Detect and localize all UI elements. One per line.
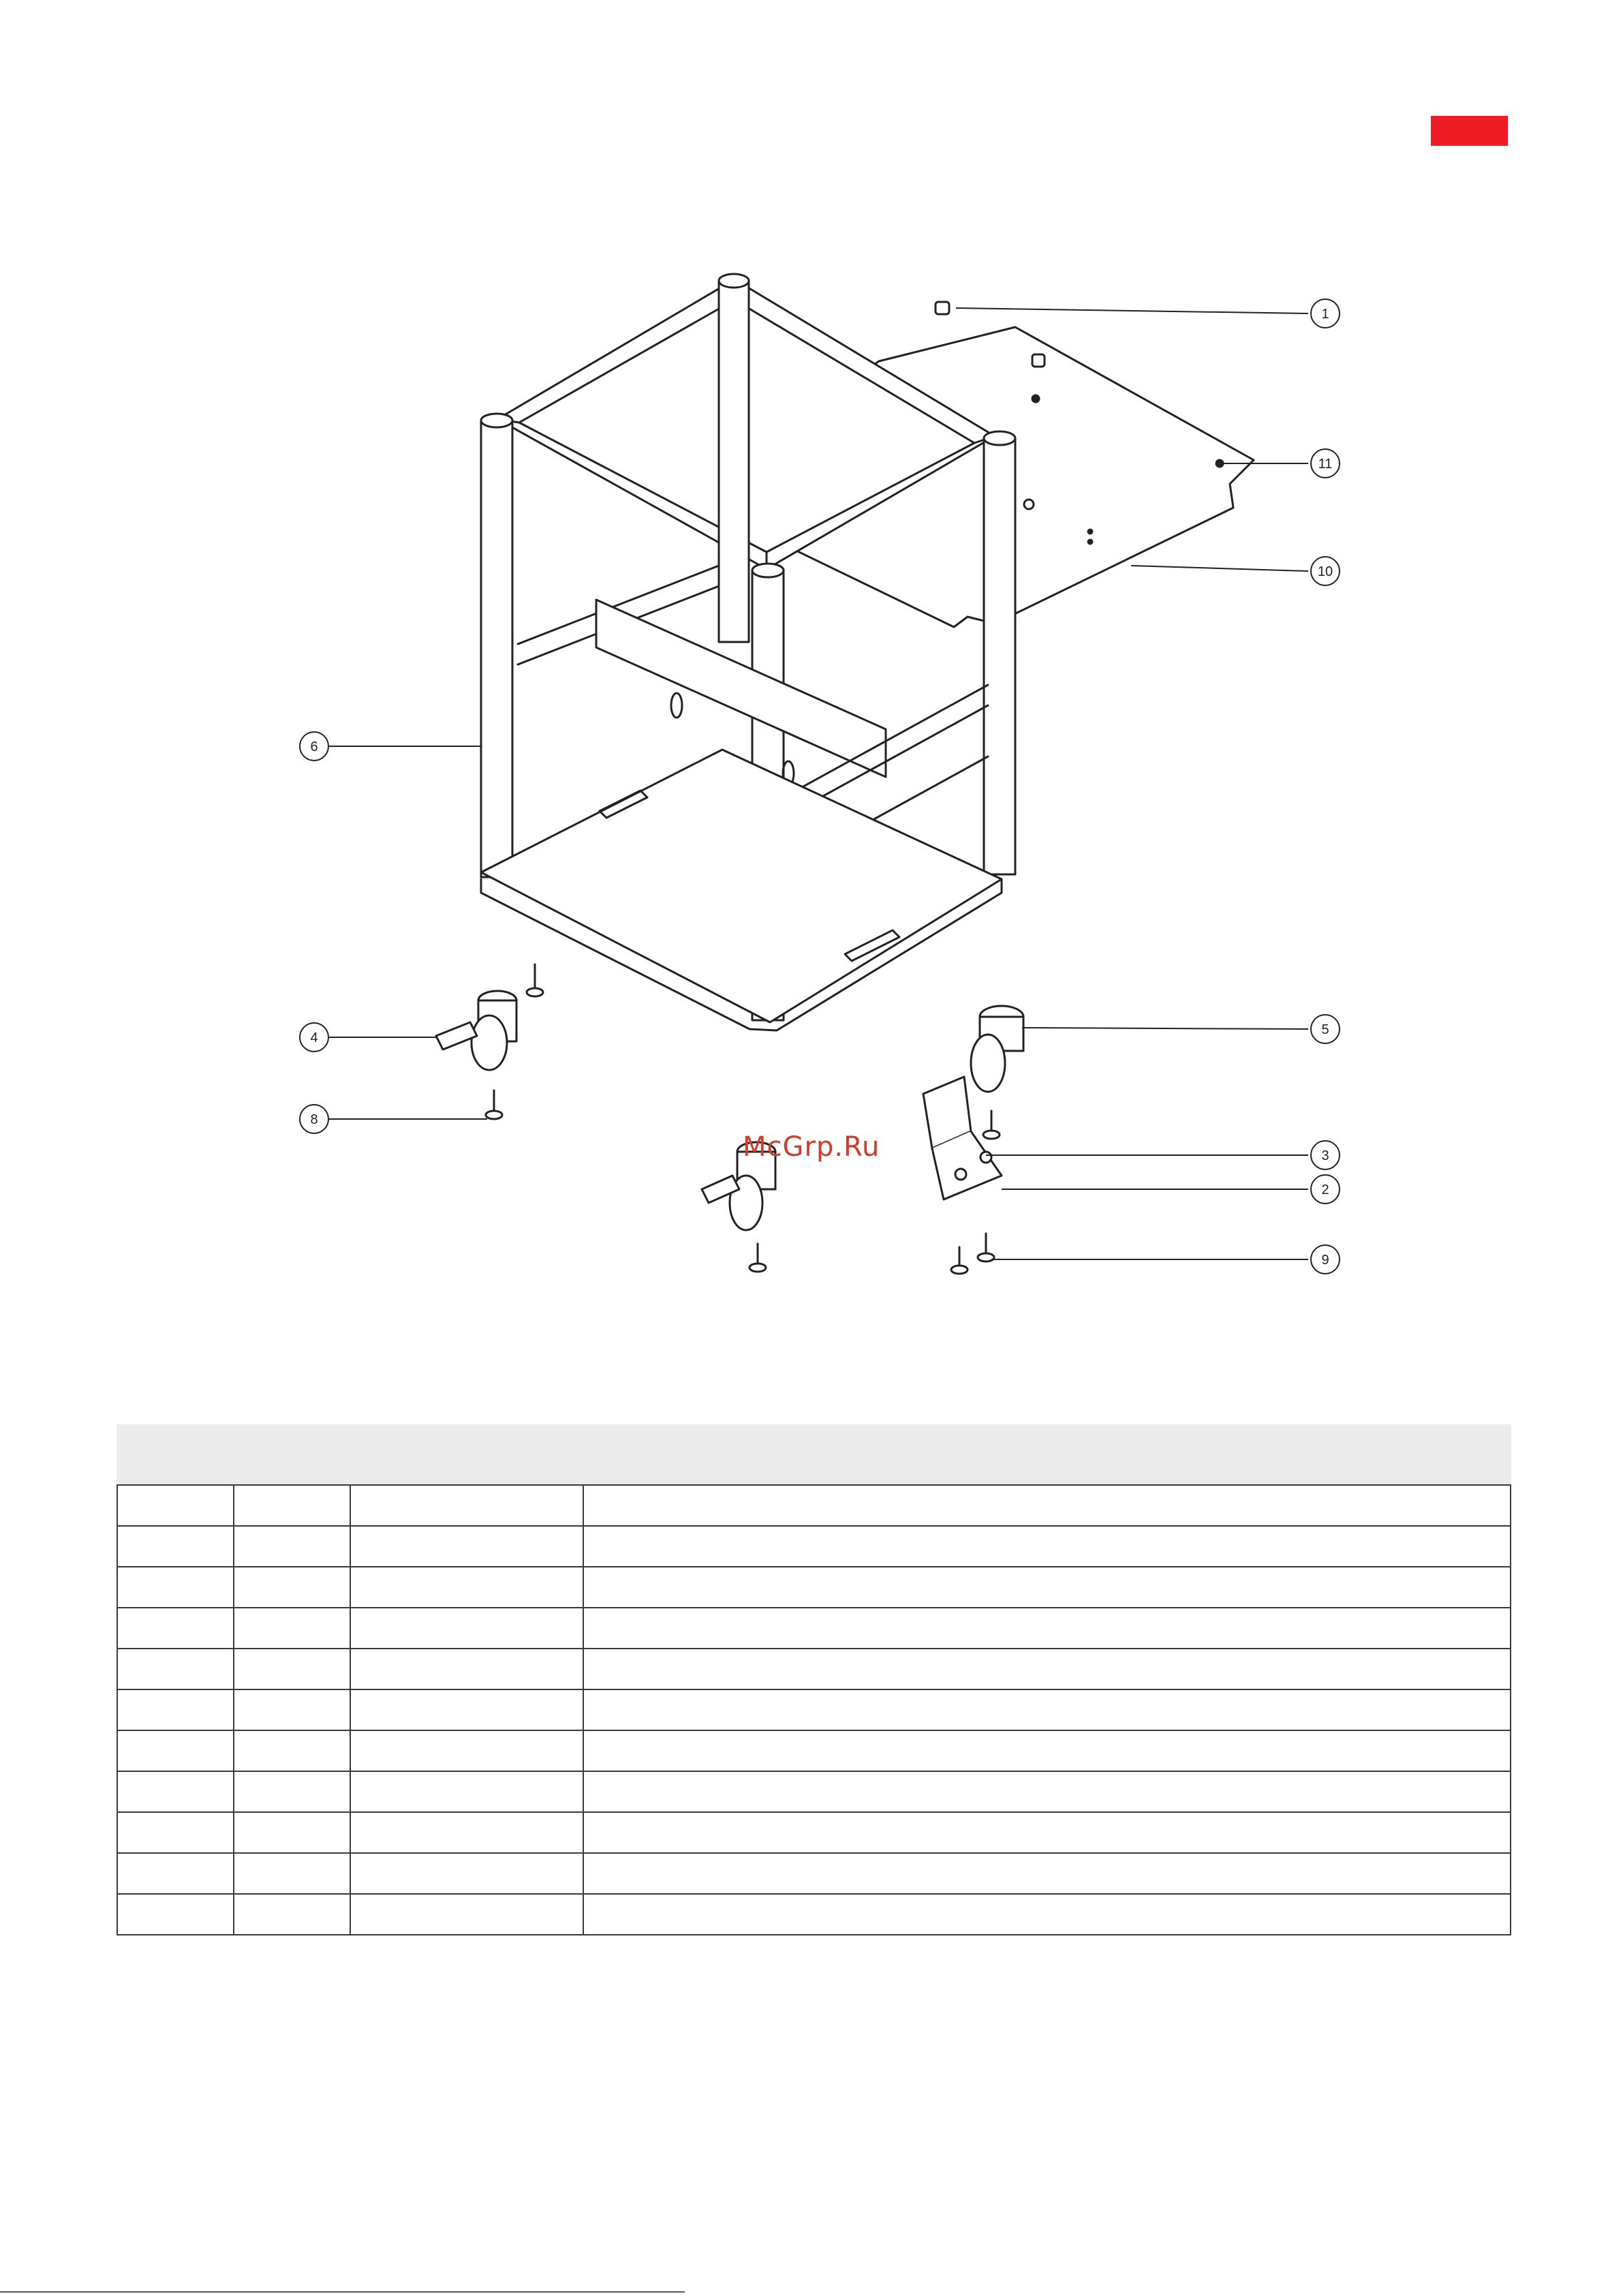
header-cell	[234, 1425, 350, 1485]
svg-text:4: 4	[310, 1030, 318, 1045]
svg-text:9: 9	[1321, 1253, 1329, 1268]
table-row	[117, 1567, 1511, 1608]
table-cell	[350, 1526, 583, 1567]
table-cell	[350, 1608, 583, 1649]
table-cell	[234, 1526, 350, 1567]
table-cell	[583, 1526, 1511, 1567]
table-row	[117, 1853, 1511, 1894]
table-cell	[117, 1567, 234, 1608]
table-cell	[234, 1853, 350, 1894]
table-row	[117, 1771, 1511, 1812]
svg-text:6: 6	[310, 739, 318, 754]
footer-rule	[0, 2291, 685, 2293]
table-cell	[234, 1567, 350, 1608]
table-cell	[583, 1853, 1511, 1894]
table-cell	[234, 1771, 350, 1812]
table-cell	[117, 1771, 234, 1812]
table-cell	[583, 1730, 1511, 1771]
table-cell	[117, 1608, 234, 1649]
table-cell	[350, 1730, 583, 1771]
table-cell	[117, 1526, 234, 1567]
table-cell	[583, 1812, 1511, 1853]
table-cell	[117, 1853, 234, 1894]
parts-list-table	[117, 1424, 1511, 1935]
callout-6	[300, 732, 328, 761]
table-cell	[350, 1812, 583, 1853]
table-cell	[234, 1649, 350, 1689]
table-cell	[234, 1812, 350, 1853]
caster	[971, 1006, 1023, 1092]
table-cell	[583, 1649, 1511, 1689]
table-row	[117, 1526, 1511, 1567]
table-cell	[350, 1649, 583, 1689]
table-cell	[350, 1853, 583, 1894]
callout-9	[1311, 1245, 1340, 1274]
table-cell	[350, 1894, 583, 1935]
watermark-text: McGrp.Ru	[743, 1131, 880, 1163]
table-cell	[350, 1689, 583, 1730]
svg-text:8: 8	[310, 1112, 318, 1127]
table-cell	[234, 1894, 350, 1935]
callout-1	[1311, 299, 1340, 328]
braked-caster	[436, 991, 516, 1070]
svg-text:10: 10	[1317, 564, 1333, 579]
table-cell	[583, 1567, 1511, 1608]
header-cell	[117, 1425, 234, 1485]
table-row	[117, 1894, 1511, 1935]
table-row	[117, 1608, 1511, 1649]
callout-11	[1311, 449, 1340, 478]
header-cell	[350, 1425, 583, 1485]
table-cell	[234, 1730, 350, 1771]
table-body	[117, 1485, 1511, 1935]
svg-text:1: 1	[1321, 307, 1329, 322]
callout-8	[300, 1105, 328, 1133]
table-cell	[117, 1649, 234, 1689]
table-cell	[583, 1485, 1511, 1526]
table-cell	[350, 1485, 583, 1526]
table-cell	[117, 1894, 234, 1935]
table-cell	[350, 1567, 583, 1608]
table-row	[117, 1812, 1511, 1853]
table-row	[117, 1730, 1511, 1771]
table-row	[117, 1689, 1511, 1730]
callout-5	[1311, 1015, 1340, 1043]
callout-4	[300, 1023, 328, 1052]
table-cell	[234, 1608, 350, 1649]
table-cell	[117, 1812, 234, 1853]
table-cell	[583, 1608, 1511, 1649]
callout-2	[1311, 1175, 1340, 1204]
table-cell	[234, 1485, 350, 1526]
svg-text:11: 11	[1318, 457, 1333, 472]
svg-text:3: 3	[1321, 1148, 1329, 1163]
table-cell	[583, 1771, 1511, 1812]
table-cell	[234, 1689, 350, 1730]
table-header-row	[117, 1425, 1511, 1485]
svg-text:5: 5	[1321, 1022, 1329, 1037]
table-cell	[117, 1730, 234, 1771]
table-cell	[117, 1485, 234, 1526]
table-cell	[583, 1894, 1511, 1935]
header-cell	[583, 1425, 1511, 1485]
callout-10	[1311, 557, 1340, 585]
table-row	[117, 1485, 1511, 1526]
svg-text:2: 2	[1321, 1182, 1329, 1197]
table-row	[117, 1649, 1511, 1689]
table-cell	[583, 1689, 1511, 1730]
table-cell	[350, 1771, 583, 1812]
callout-3	[1311, 1141, 1340, 1169]
table-cell	[117, 1689, 234, 1730]
